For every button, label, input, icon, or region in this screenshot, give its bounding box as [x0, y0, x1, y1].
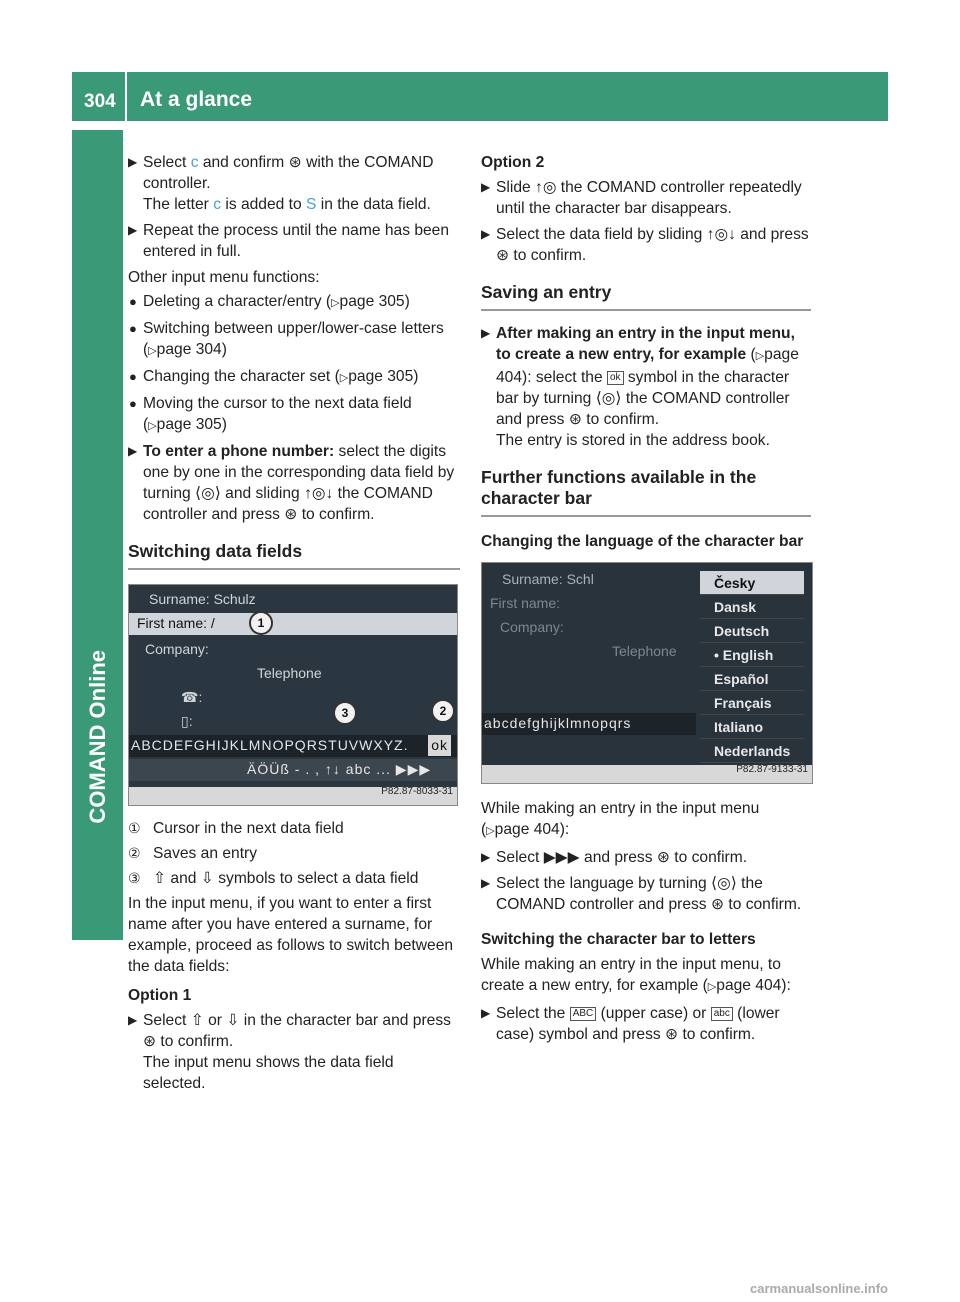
list-item: ● Moving the cursor to the next data field (▷page 305)	[129, 395, 412, 433]
arrow-marker-icon: ▶	[128, 444, 138, 458]
controller-press-icon: ⊛	[665, 1026, 679, 1043]
intro-paragraph: In the input menu, if you want to enter a first name after you have entered a surname, for example, proceed as follows to switch between the data fields:	[128, 895, 454, 975]
right-column	[481, 152, 811, 1050]
option-1-heading: Option 1	[128, 987, 192, 1004]
figure-data-fields	[128, 584, 458, 806]
figure-language	[481, 562, 813, 784]
step-select-case: ▶ Select the ABC (upper case) or abc (lower case) symbol and press ⊛ to confirm.	[481, 1005, 780, 1043]
language-item[interactable]: • English	[700, 643, 804, 667]
language-symbol-icon: ▶▶▶	[543, 849, 580, 866]
section-heading: Switching data fields	[128, 541, 460, 570]
callout-1: 1	[249, 611, 273, 635]
controller-turn-icon: ⟨◎⟩	[595, 390, 622, 407]
controller-press-icon: ⊛	[710, 896, 725, 913]
language-item[interactable]: Français	[700, 691, 804, 715]
arrow-marker-icon: ▶	[128, 1013, 138, 1027]
subheading-language: Changing the language of the character bar	[481, 533, 804, 550]
bullet-icon: ●	[129, 321, 137, 336]
language-item[interactable]: Italiano	[700, 715, 804, 739]
other-functions-label: Other input menu functions:	[128, 269, 320, 286]
phone-row-1: ☎:	[181, 689, 203, 705]
callout-2: 2	[431, 699, 455, 723]
step-repeat: ▶ Repeat the process until the name has been entered in full.	[128, 222, 450, 260]
left-column	[128, 152, 460, 1099]
controller-press-icon: ⊛	[143, 1033, 157, 1050]
up-arrow-icon: ⇧	[153, 870, 167, 887]
company-field: Company:	[500, 619, 564, 635]
subheading-letters: Switching the character bar to letters	[481, 931, 756, 948]
chapter-label: COMAND Online	[84, 650, 110, 824]
telephone-label: Telephone	[257, 665, 322, 681]
controller-press-icon: ⊛	[656, 849, 670, 866]
arrow-marker-icon: ▶	[481, 850, 491, 864]
legend-item-3: ③ ⇧ and ⇩ symbols to select a data field	[128, 870, 419, 887]
callout-1-icon: ①	[128, 820, 141, 836]
company-field: Company:	[145, 641, 209, 657]
callout-3-icon: ③	[128, 870, 141, 886]
language-item[interactable]: Česky	[700, 571, 804, 595]
watermark: carmanualsonline.info	[750, 1281, 888, 1296]
lowercase-symbol-icon: abc	[711, 1007, 733, 1021]
arrow-marker-icon: ▶	[481, 180, 491, 194]
ok-key: ok	[428, 735, 451, 756]
header-divider	[125, 72, 127, 121]
figure-code: P82.87-8033-31	[381, 786, 453, 797]
ok-symbol-icon: ok	[607, 371, 624, 385]
controller-press-icon: ⊛	[568, 411, 582, 428]
page-header	[72, 72, 888, 121]
list-item: ● Deleting a character/entry (▷page 305)	[129, 293, 410, 310]
language-intro: While making an entry in the input menu (▷page 404):	[481, 800, 760, 838]
controller-press-icon: ⊛	[496, 247, 510, 264]
page-number: 304	[84, 91, 116, 112]
legend-item-2: ② Saves an entry	[128, 845, 258, 862]
step-option-2a: ▶ Slide ↑◎ the COMAND controller repeatedly until the character bar disappears.	[481, 179, 802, 217]
up-arrow-icon: ⇧	[190, 1012, 204, 1029]
down-arrow-icon: ⇩	[226, 1012, 240, 1029]
controller-slide-icon: ↑◎↓	[706, 226, 736, 243]
step-option-2b: ▶ Select the data field by sliding ↑◎↓ and press ⊛ to confirm.	[481, 226, 809, 264]
chapter-sidebar	[72, 130, 123, 940]
language-item[interactable]: Español	[700, 667, 804, 691]
section-heading-further: Further functions available in the character bar	[481, 467, 811, 517]
arrow-marker-icon: ▶	[481, 876, 491, 890]
page-title: At a glance	[140, 88, 253, 111]
step-save-entry: ▶ After making an entry in the input menu, to create a new entry, for example (▷page 404): select the ok symbol in the character bar by turning ⟨◎⟩ the COMAND controller and press ⊛ to confirm. The entry is stored in the address book.	[481, 325, 799, 449]
bullet-icon: ●	[129, 396, 137, 411]
controller-turn-icon: ⟨◎⟩	[711, 875, 737, 892]
surname-field: Surname: Schl	[502, 571, 594, 587]
step-select-symbol: ▶ Select ▶▶▶ and press ⊛ to confirm.	[481, 849, 748, 866]
phone-row-2: ▯:	[181, 713, 193, 729]
language-item[interactable]: Nederlands	[700, 739, 804, 763]
option-2-heading: Option 2	[481, 154, 545, 171]
controller-turn-icon: ⟨◎⟩	[195, 485, 221, 502]
step-option-1: ▶ Select ⇧ or ⇩ in the character bar and press ⊛ to confirm. The input menu shows the data field selected.	[128, 1012, 451, 1092]
surname-field: Surname: Schulz	[149, 591, 256, 607]
first-name-field: First name:	[490, 595, 561, 611]
character-bar: ABCDEFGHIJKLMNOPQRSTUVWXYZ. ok	[129, 735, 457, 757]
letters-intro: While making an entry in the input menu, to create a new entry, for example (▷page 404):	[481, 956, 791, 994]
telephone-label: Telephone	[612, 643, 677, 659]
list-item: ● Switching between upper/lower-case letters (▷page 304)	[129, 320, 444, 358]
arrow-marker-icon: ▶	[481, 1006, 491, 1020]
controller-slide-icon: ↑◎↓	[304, 485, 334, 502]
step-phone-number: ▶ To enter a phone number: select the digits one by one in the corresponding data field by turning ⟨◎⟩ and sliding ↑◎↓ the COMAND controller and press ⊛ to confirm.	[128, 443, 455, 523]
controller-press-icon: ⊛	[284, 506, 298, 523]
first-name-field: First name: /	[129, 613, 457, 635]
language-list	[700, 571, 804, 763]
callout-3: 3	[333, 701, 357, 725]
down-arrow-icon: ⇩	[200, 870, 214, 887]
list-item: ● Changing the character set (▷page 305)	[129, 368, 419, 385]
step-select-c: ▶ Select c and confirm ⊛ with the COMAND controller. The letter c is added to S in the data field.	[128, 154, 434, 213]
figure-code: P82.87-9133-31	[736, 764, 808, 775]
language-item[interactable]: Dansk	[700, 595, 804, 619]
language-item[interactable]: Deutsch	[700, 619, 804, 643]
step-select-language: ▶ Select the language by turning ⟨◎⟩ the COMAND controller and press ⊛ to confirm.	[481, 875, 802, 913]
controller-press-icon: ⊛	[288, 154, 302, 171]
callout-2-icon: ②	[128, 845, 141, 861]
character-bar: abcdefghijklmnopqrs	[482, 713, 696, 735]
bullet-icon: ●	[129, 369, 137, 384]
legend-item-1: ① Cursor in the next data field	[128, 820, 344, 837]
section-heading-saving: Saving an entry	[481, 282, 811, 311]
uppercase-symbol-icon: ABC	[570, 1007, 597, 1021]
arrow-marker-icon: ▶	[128, 155, 138, 169]
controller-slide-up-icon: ↑◎	[535, 179, 557, 196]
bullet-icon: ●	[129, 294, 137, 309]
arrow-marker-icon: ▶	[481, 326, 491, 340]
arrow-marker-icon: ▶	[481, 227, 491, 241]
arrow-marker-icon: ▶	[128, 223, 138, 237]
character-bar-row-2: ÄÖÜß - . , ↑↓ abc ... ▶▶▶	[129, 759, 457, 781]
